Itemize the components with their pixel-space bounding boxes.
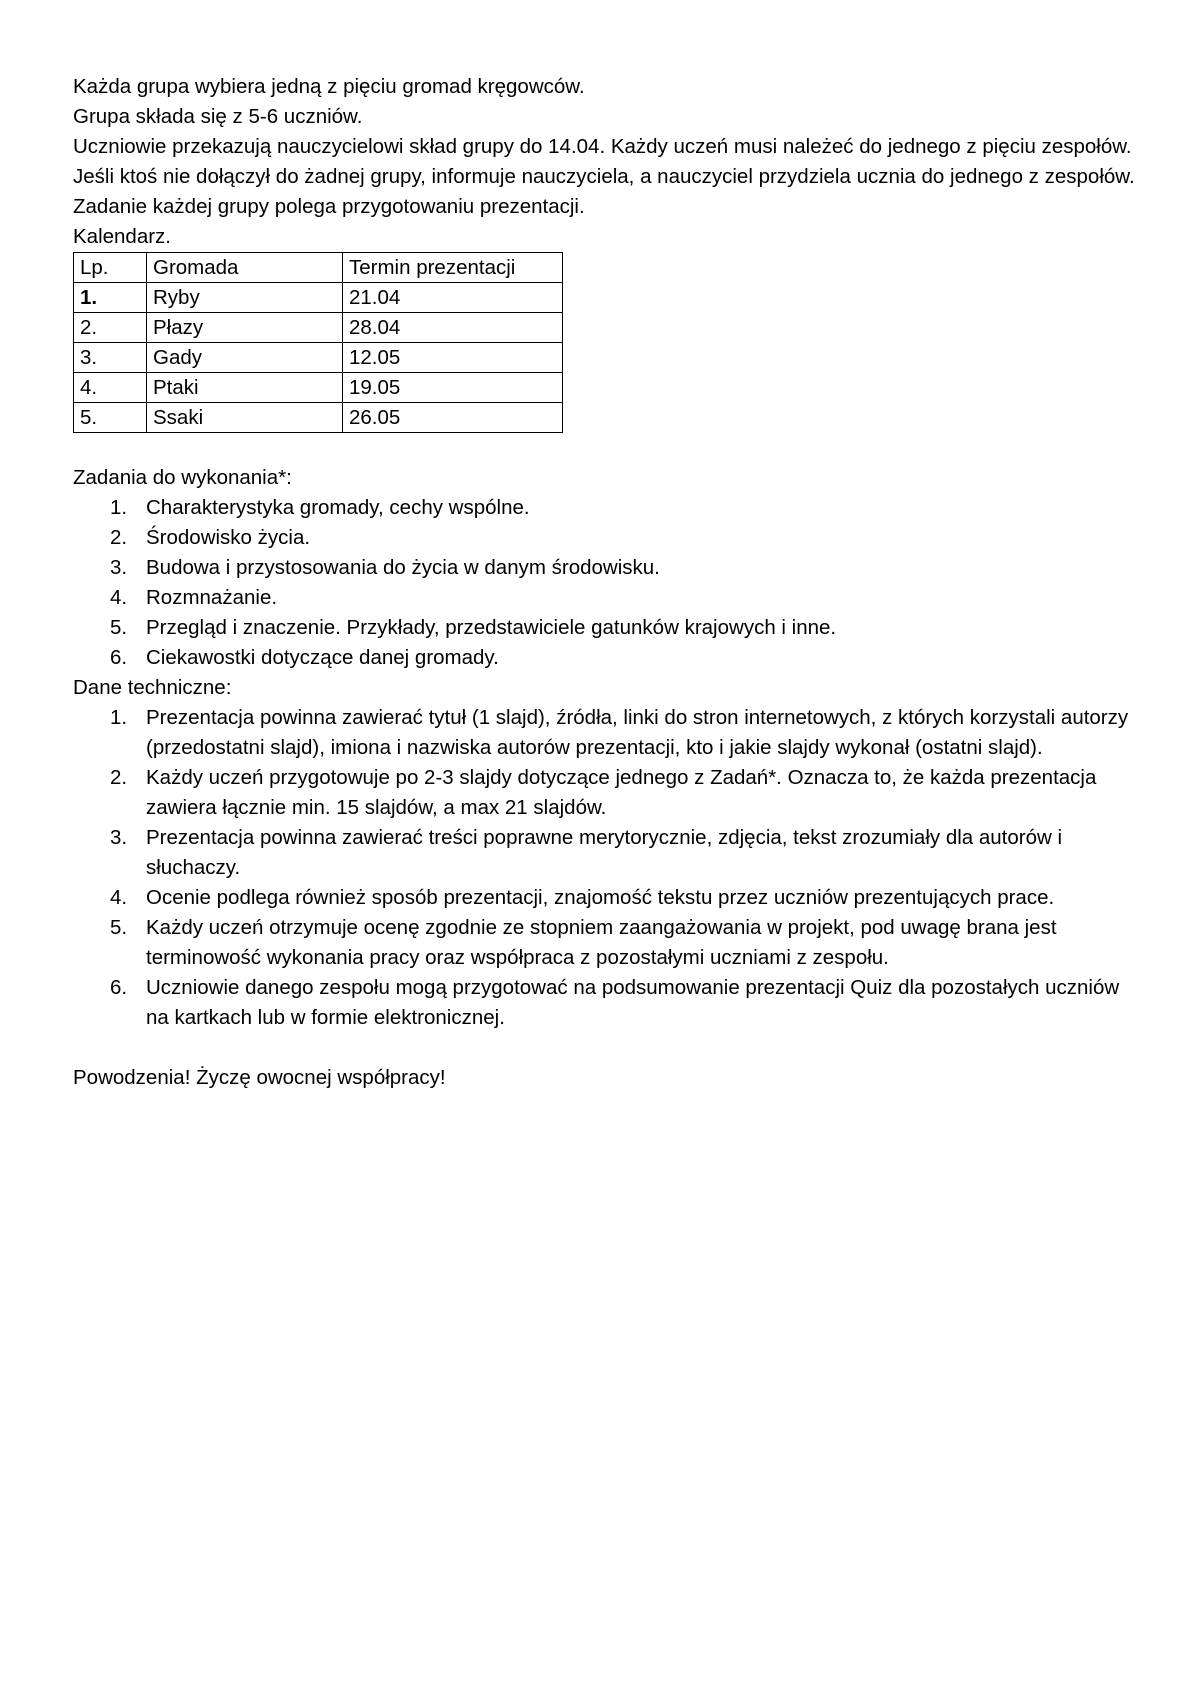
list-item <box>73 973 1143 1033</box>
calendar-table <box>73 252 563 433</box>
table-row <box>74 343 563 373</box>
blank-line <box>73 1033 1143 1063</box>
list-item <box>73 883 1143 913</box>
row-date: 21.04 <box>343 283 563 313</box>
calendar-heading: Kalendarz. <box>73 225 172 248</box>
row-number: 4. <box>74 373 147 403</box>
list-item <box>73 613 1143 643</box>
list-text: Charakterystyka gromady, cechy wspólne. <box>146 496 530 519</box>
intro-line-group-size: Grupa składa się z 5-6 uczniów. <box>73 105 363 128</box>
list-number: 4. <box>110 586 128 609</box>
list-text: Rozmnażanie. <box>146 586 278 609</box>
list-number: 6. <box>110 976 128 999</box>
document-page <box>73 72 1143 1093</box>
list-item <box>73 913 1143 973</box>
table-row <box>74 373 563 403</box>
list-number: 2. <box>110 526 128 549</box>
list-text: Uczniowie danego zespołu mogą przygotować na podsumowanie prezentacji Quiz dla pozostałych uczniów na kartkach lub w formie elektronicznej. <box>146 976 1120 1029</box>
list-number: 4. <box>110 886 128 909</box>
row-number: 3. <box>74 343 147 373</box>
closing-line: Powodzenia! Życzę owocnej współpracy! <box>73 1066 446 1089</box>
row-date: 26.05 <box>343 403 563 433</box>
list-number: 2. <box>110 766 128 789</box>
header-lp: Lp. <box>74 253 147 283</box>
tasks-heading: Zadania do wykonania*: <box>73 466 292 489</box>
row-gromada: Gady <box>147 343 343 373</box>
list-text: Przegląd i znaczenie. Przykłady, przedstawiciele gatunków krajowych i inne. <box>146 616 837 639</box>
list-item <box>73 703 1143 763</box>
row-number: 1. <box>74 283 147 313</box>
header-termin: Termin prezentacji <box>343 253 563 283</box>
list-item <box>73 823 1143 883</box>
list-text: Ocenie podlega również sposób prezentacji, znajomość tekstu przez uczniów prezentujących prace. <box>146 886 1055 909</box>
list-item <box>73 553 1143 583</box>
list-number: 3. <box>110 556 128 579</box>
list-item <box>73 643 1143 673</box>
tasks-list <box>73 493 1143 673</box>
row-number: 5. <box>74 403 147 433</box>
list-text: Każdy uczeń otrzymuje ocenę zgodnie ze stopniem zaangażowania w projekt, pod uwagę brana jest terminowość wykonania pracy oraz współpraca z pozostałymi uczniami z zespołu. <box>146 916 1057 969</box>
list-text: Każdy uczeń przygotowuje po 2-3 slajdy dotyczące jednego z Zadań*. Oznacza to, że każda prezentacja zawiera łącznie min. 15 slajdów, a max 21 slajdów. <box>146 766 1097 819</box>
list-number: 1. <box>110 496 128 519</box>
row-gromada: Ryby <box>147 283 343 313</box>
list-text: Prezentacja powinna zawierać treści poprawne merytorycznie, zdjęcia, tekst zrozumiały dla autorów i słuchaczy. <box>146 826 1063 879</box>
list-text: Prezentacja powinna zawierać tytuł (1 slajd), źródła, linki do stron internetowych, z których korzystali autorzy (przedostatni slajd), imiona i nazwiska autorów prezentacji, kto i jakie slajdy wykonał (ostatni slajd). <box>146 706 1129 759</box>
row-gromada: Płazy <box>147 313 343 343</box>
blank-line <box>73 433 1143 463</box>
list-item <box>73 493 1143 523</box>
list-text: Ciekawostki dotyczące danej gromady. <box>146 646 499 669</box>
list-number: 6. <box>110 646 128 669</box>
technical-list <box>73 703 1143 1033</box>
list-number: 5. <box>110 616 128 639</box>
list-item <box>73 583 1143 613</box>
list-item <box>73 523 1143 553</box>
technical-heading: Dane techniczne: <box>73 676 232 699</box>
row-date: 12.05 <box>343 343 563 373</box>
row-date: 19.05 <box>343 373 563 403</box>
table-row <box>74 283 563 313</box>
header-gromada: Gromada <box>147 253 343 283</box>
list-number: 3. <box>110 826 128 849</box>
row-date: 28.04 <box>343 313 563 343</box>
list-number: 1. <box>110 706 128 729</box>
row-gromada: Ptaki <box>147 373 343 403</box>
table-row <box>74 313 563 343</box>
table-row <box>74 403 563 433</box>
list-number: 5. <box>110 916 128 939</box>
list-text: Budowa i przystosowania do życia w danym środowisku. <box>146 556 660 579</box>
intro-line-groups: Każda grupa wybiera jedną z pięciu gromad kręgowców. <box>73 75 585 98</box>
calendar-header-row <box>74 253 563 283</box>
intro-line-task: Zadanie każdej grupy polega przygotowaniu prezentacji. <box>73 195 585 218</box>
row-gromada: Ssaki <box>147 403 343 433</box>
list-text: Środowisko życia. <box>146 526 311 549</box>
intro-line-deadline: Uczniowie przekazują nauczycielowi skład grupy do 14.04. Każdy uczeń musi należeć do jednego z pięciu zespołów. Jeśli ktoś nie dołączył do żadnej grupy, informuje nauczyciela, a nauczyciel przydziela ucznia do jednego z zespołów. <box>73 135 1135 188</box>
row-number: 2. <box>74 313 147 343</box>
list-item <box>73 763 1143 823</box>
